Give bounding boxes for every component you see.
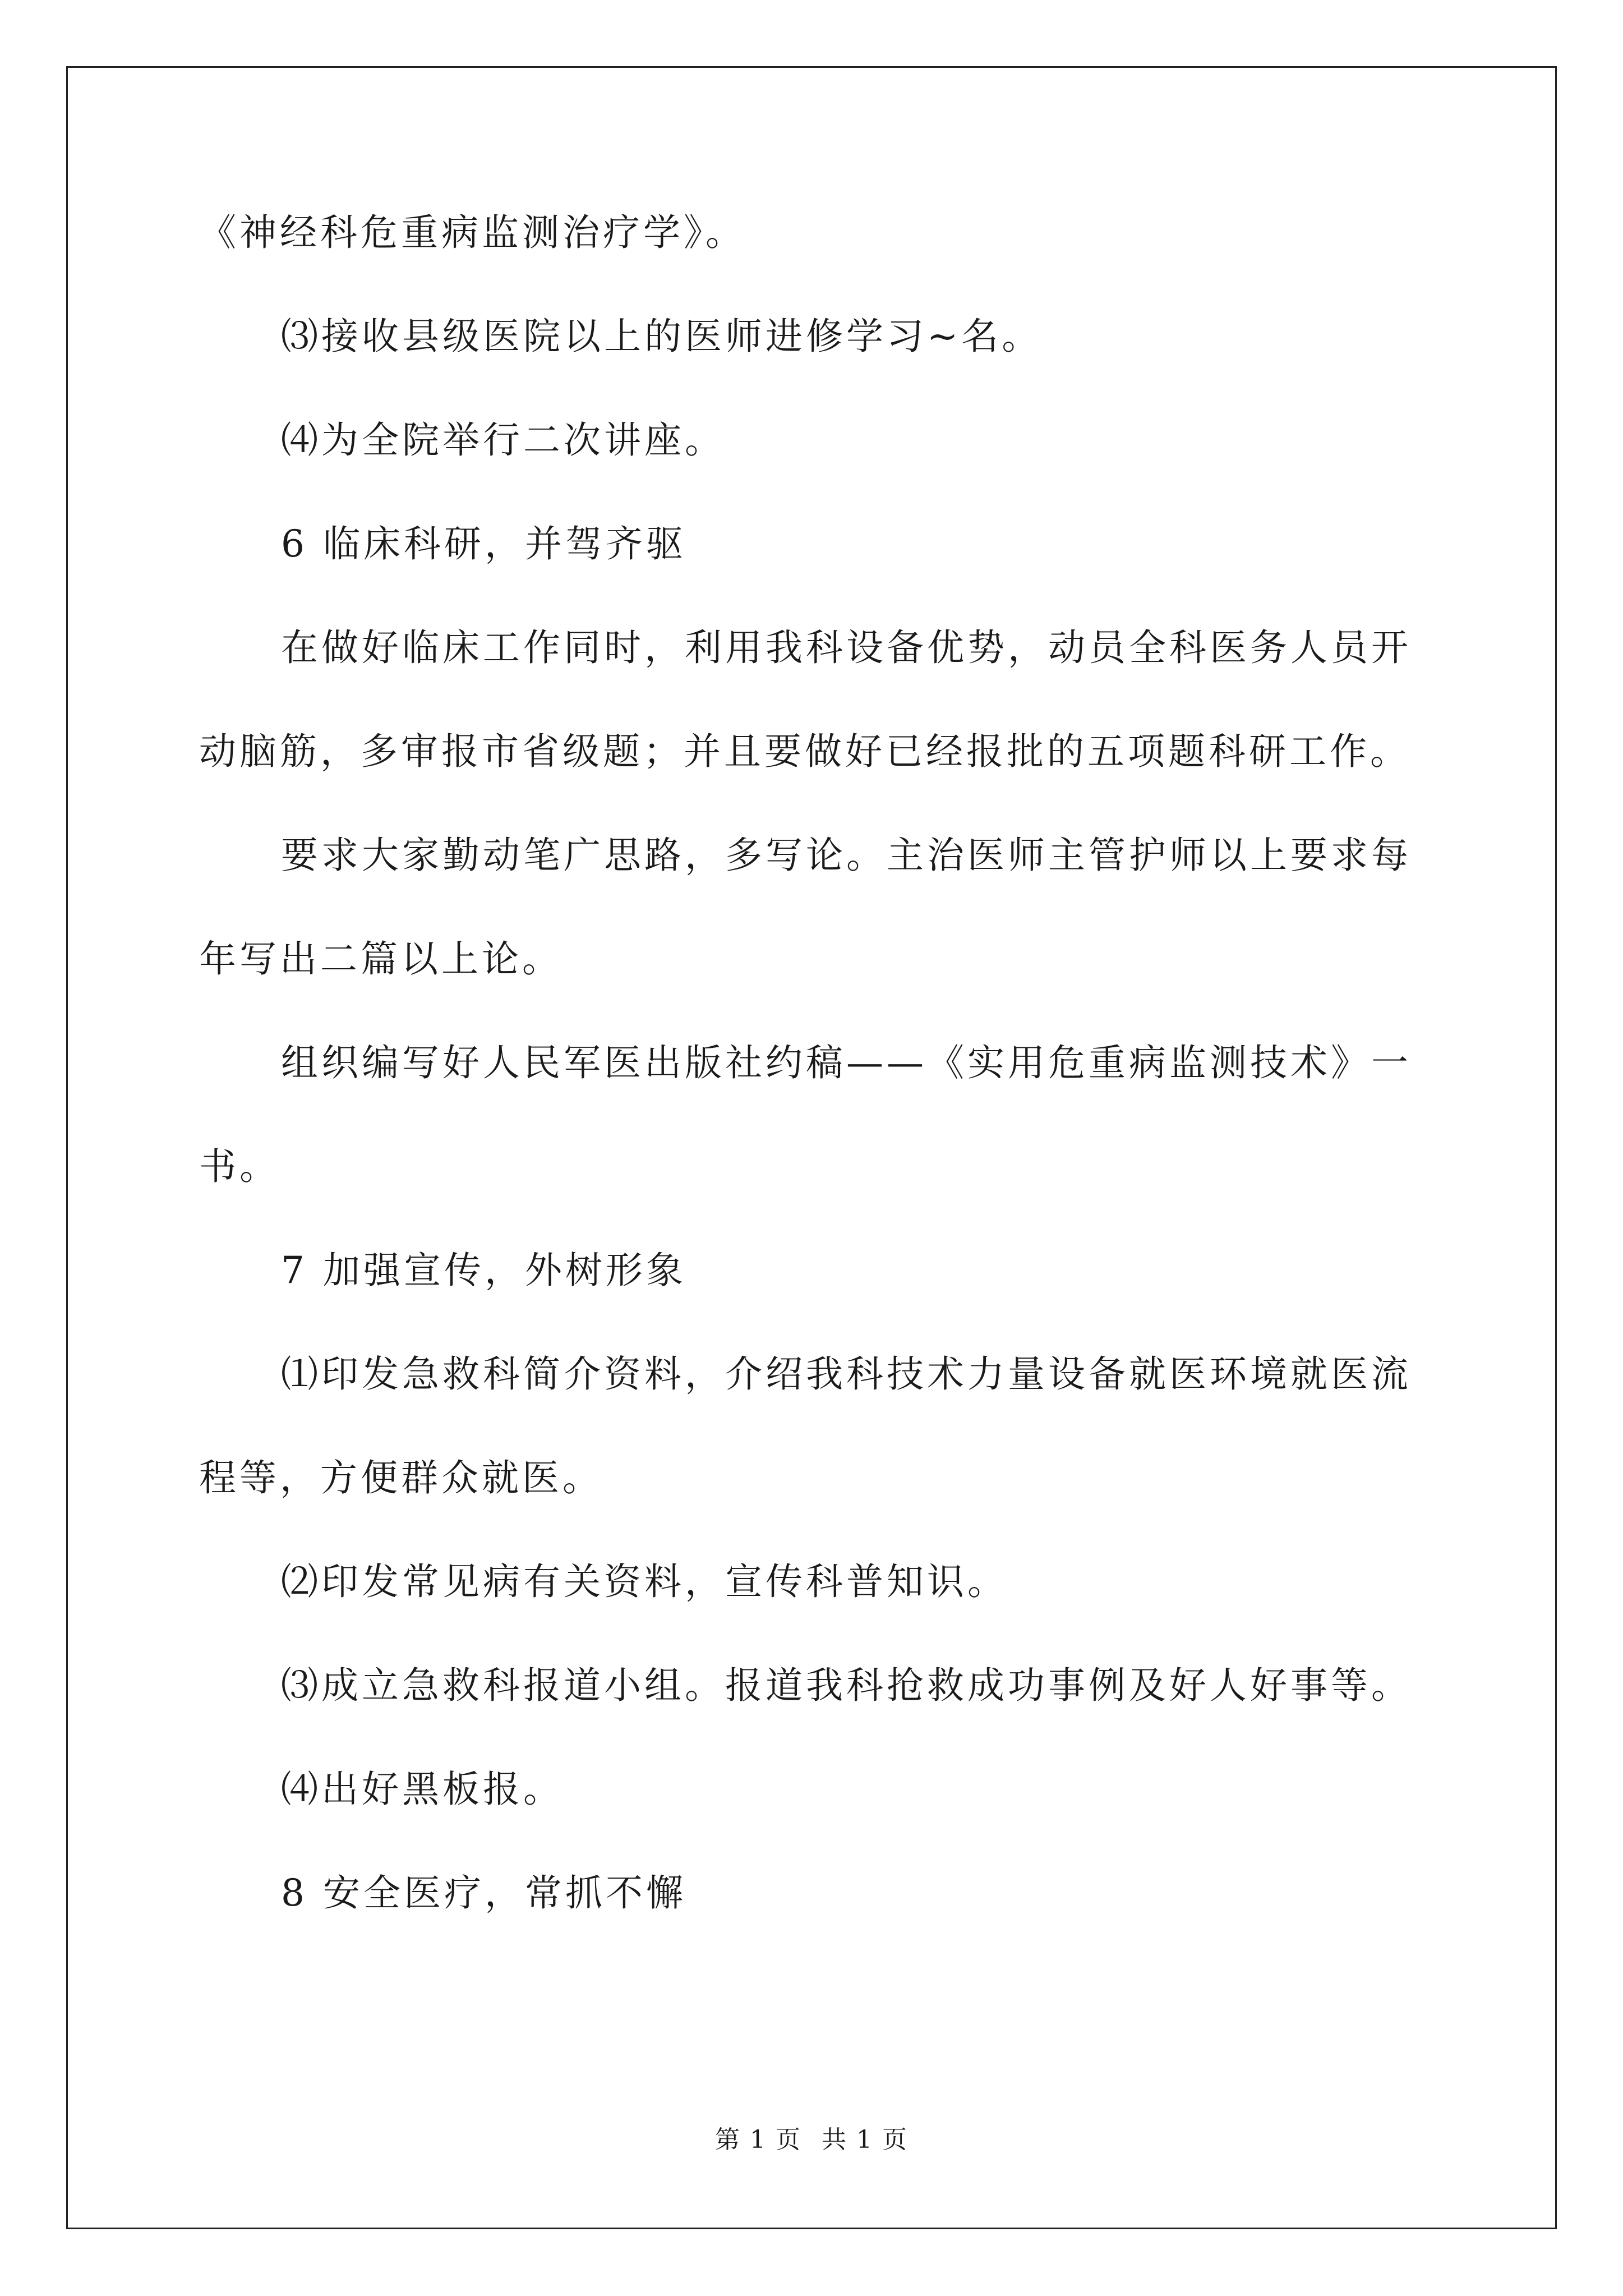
text-line-8: 年写出二篇以上论。 <box>199 937 562 981</box>
text-line-6: 动脑筋，多审报市省级题；并且要做好已经报批的五项题科研工作。 <box>199 730 1410 773</box>
page-footer <box>0 2123 1623 2157</box>
section-heading-7: 7 加强宣传，外树形象 <box>281 1249 686 1292</box>
text-line-3: ⑷为全院举行二次讲座。 <box>281 418 725 462</box>
section-heading-8: 8 安全医疗，常抓不懈 <box>281 1871 686 1915</box>
section-heading-6: 6 临床科研，并驾齐驱 <box>281 522 686 565</box>
text-line-12: ⑴印发急救科简介资料，介绍我科技术力量设备就医环境就医流 <box>281 1352 1412 1396</box>
text-line-7: 要求大家勤动笔广思路，多写论。主治医师主管护师以上要求每 <box>281 834 1412 877</box>
text-line-9: 组织编写好人民军医出版社约稿——《实用危重病监测技术》一 <box>281 1041 1412 1084</box>
text-line-2: ⑶接收县级医院以上的医师进修学习~名。 <box>281 315 1043 358</box>
text-line-13: 程等，方便群众就医。 <box>199 1456 603 1499</box>
page-total: 共 1 页 <box>822 2125 908 2154</box>
text-line-15: ⑶成立急救科报道小组。报道我科抢救成功事例及好人好事等。 <box>281 1664 1412 1707</box>
text-line-5: 在做好临床工作同时，利用我科设备优势，动员全科医务人员开 <box>281 626 1412 669</box>
text-line-1: 《神经科危重病监测治疗学》。 <box>199 211 746 254</box>
text-line-14: ⑵印发常见病有关资料，宣传科普知识。 <box>281 1560 1008 1603</box>
text-line-16: ⑷出好黑板报。 <box>281 1768 564 1811</box>
text-line-10: 书。 <box>199 1145 280 1188</box>
page-number: 第 1 页 <box>715 2125 801 2154</box>
